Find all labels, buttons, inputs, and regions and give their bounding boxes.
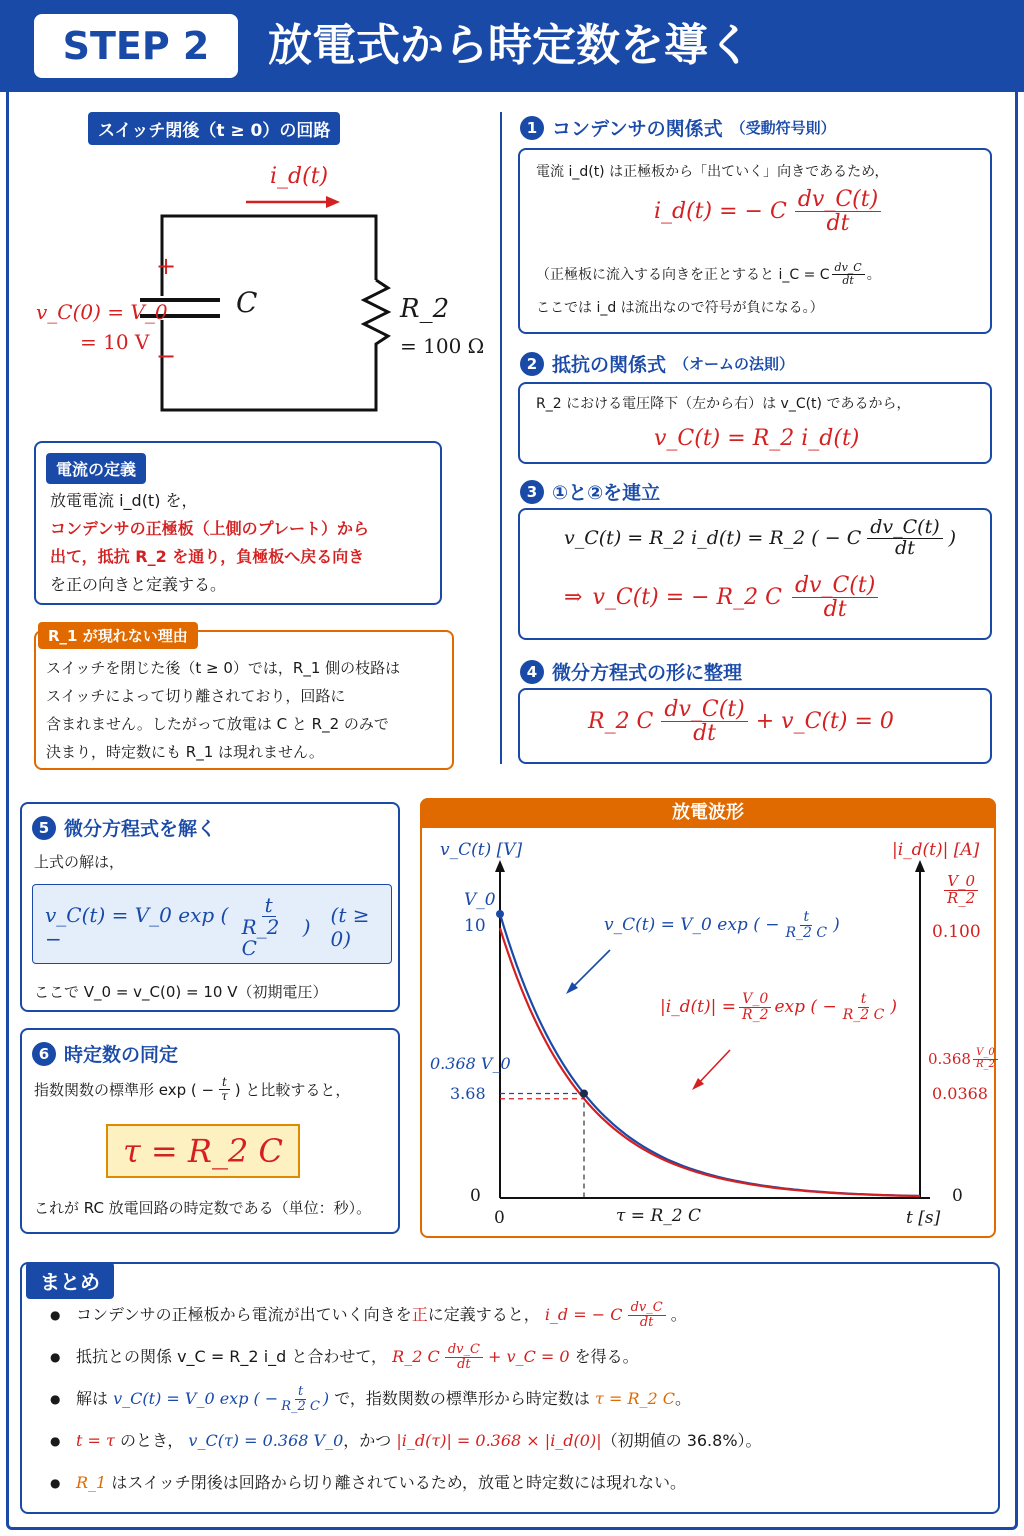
step-badge: STEP 2	[34, 14, 238, 78]
section-1-subtitle: （受動符号則）	[730, 119, 836, 137]
plus-sign: +	[156, 252, 177, 280]
y-right-0368-num: V_0	[973, 1048, 998, 1060]
summary-tag: まとめ	[26, 1262, 114, 1299]
s1-line-1: 電流 i_d(t) は正極板から「出ていく」向きであるため，	[536, 164, 889, 180]
s3-eq2-den: dt	[823, 597, 847, 623]
s1-eq-num: dv_C(t)	[795, 188, 881, 212]
resistor-label: R_2	[400, 294, 450, 324]
r1-reason-tag: R_1 が現れない理由	[38, 622, 198, 649]
s6-line-1	[34, 1076, 350, 1102]
s4-eq-num: dv_C(t)	[661, 698, 747, 722]
s5-equation	[45, 895, 391, 959]
s3-eq1-num: dv_C(t)	[867, 518, 942, 539]
y-right-label: |i_d(t)| [A]	[892, 840, 980, 860]
r1-line-4: 決まり，時定数にも R_1 は現れません。	[46, 743, 324, 761]
section-4-heading	[520, 658, 742, 685]
curve-v-num: t	[800, 910, 812, 926]
s5-condition: (t ≥ 0)	[330, 903, 370, 951]
s2-line-1: R_2 における電圧降下（左から右）は v_C(t) であるから，	[536, 396, 911, 412]
circuit-diagram	[30, 150, 500, 430]
circuit-title: スイッチ閉後（t ≥ 0）の回路	[88, 112, 340, 145]
initial-voltage: v_C(0) = V_0	[36, 300, 168, 324]
section-2-title: 抵抗の関係式	[552, 354, 667, 376]
summary-item-3: ● 解は v_C(t) = V_0 exp ( − $\frac{t}{R\_2 C}$ ) で，指数関数の標準形から時定数は τ = R_2 C。	[50, 1378, 762, 1420]
graph-title: 放電波形	[420, 798, 996, 828]
curve-v-den: R_2 C	[785, 924, 828, 941]
summary-item-4: ● t = τ のとき， v_C(τ) = 0.368 V_0，かつ |i_d(τ)| = 0.368 × |i_d(0)|（初期値の 36.8%）。	[50, 1420, 762, 1462]
y-0368v0-label: 0.368 V_0	[430, 1054, 511, 1073]
discharge-chart	[420, 828, 996, 1238]
y-right-v0r2	[944, 874, 978, 907]
r1-line-3: 含まれません。したがって放電は C と R_2 のみで	[46, 715, 389, 733]
section-6-title: 時定数の同定	[64, 1044, 179, 1066]
summary-box	[20, 1262, 1000, 1514]
s5-eq-den: R_2 C	[241, 915, 280, 960]
summary-item-2: ● 抵抗との関係 v_C = R_2 i_d と合わせて， R_2 C $\frac{dv\_C}{dt}$ + v_C = 0 を得る。	[50, 1336, 762, 1378]
s4-eq-den: dt	[693, 721, 717, 747]
curve-i-exp-num: t	[858, 992, 870, 1008]
s6-line-1-a: 指数関数の標準形 exp ( −	[34, 1080, 215, 1099]
x-axis-label: t [s]	[906, 1208, 941, 1228]
s1-line-2-den: dt	[842, 273, 854, 287]
s1-eq-den: dt	[826, 211, 850, 237]
series-line-vc	[500, 914, 920, 1196]
section-2-number: 2	[520, 352, 544, 376]
y-right-0368v0r2	[928, 1048, 998, 1070]
s3-eq2-lhs: v_C(t) = − R_2 C	[592, 585, 782, 611]
start-point	[496, 910, 504, 918]
s5-eq-num: t	[262, 895, 276, 917]
curve-i-den: R_2	[742, 1006, 769, 1023]
s1-line-2-num: dv_C	[832, 262, 865, 275]
s6-line-1-b: ) と比較すると，	[234, 1080, 351, 1099]
section-1-heading	[520, 114, 836, 141]
section-5-title: 微分方程式を解く	[64, 818, 217, 840]
section-4-number: 4	[520, 660, 544, 684]
curve-i-num: V_0	[739, 992, 771, 1008]
section-1-box	[518, 148, 992, 334]
resistor-value: = 100 Ω	[400, 334, 485, 358]
y-left-label: v_C(t) [V]	[440, 840, 523, 860]
s3-equation-2	[564, 574, 878, 621]
section-2-box	[518, 382, 992, 464]
annot-arrow-i	[696, 1050, 730, 1086]
r1-reason-box	[34, 630, 454, 770]
initial-voltage-value: = 10 V	[80, 330, 150, 354]
annot-arrow-v	[570, 950, 610, 990]
capacitor-label: C	[236, 286, 258, 319]
section-3-heading	[520, 478, 660, 505]
s5-line-1: 上式の解は，	[34, 853, 125, 871]
s4-equation	[588, 698, 894, 745]
y-right-0100: 0.100	[932, 922, 981, 942]
s2-equation: v_C(t) = R_2 i_d(t)	[654, 426, 860, 451]
curve-i-annotation	[660, 992, 897, 1022]
r1-line-1: スイッチを閉じた後（t ≥ 0）では，R_1 側の枝路は	[46, 659, 401, 677]
page-title: 放電式から時定数を導く	[268, 20, 752, 71]
def-line-2: コンデンサの正極板（上側のプレート）から	[50, 519, 370, 538]
curve-i-exp-den: R_2 C	[842, 1006, 885, 1023]
current-label: i_d(t)	[270, 164, 329, 189]
y-right-00368: 0.0368	[932, 1084, 988, 1103]
s1-line-3: ここでは i_d は流出なので符号が負になる。）	[536, 300, 824, 316]
tau-result: τ = R_2 C	[106, 1124, 300, 1178]
s3-implies-arrow: ⇒	[564, 585, 583, 611]
y-zero-right: 0	[952, 1186, 963, 1206]
tau-point	[580, 1089, 588, 1097]
section-3-number: 3	[520, 480, 544, 504]
y-368-label: 3.68	[450, 1084, 486, 1103]
section-2-subtitle: （オームの法則）	[674, 355, 795, 373]
x-zero-label: 0	[494, 1208, 505, 1228]
def-line-1: 放電電流 i_d(t) を，	[50, 491, 198, 510]
curve-i-paren: )	[890, 997, 897, 1018]
current-arrow-head	[326, 196, 340, 208]
s1-line-2-text: （正極板に流入する向きを正とすると i_C = C	[536, 267, 830, 284]
s6-frac-den: τ	[221, 1088, 228, 1103]
s1-line-2	[536, 262, 881, 286]
section-4-box	[518, 688, 992, 764]
current-definition-box	[34, 441, 442, 605]
s3-eq2-num: dv_C(t)	[792, 574, 878, 598]
s3-eq1-den: dt	[895, 536, 915, 559]
s3-eq1-lhs: v_C(t) = R_2 i_d(t) = R_2 ( − C	[564, 527, 862, 550]
def-line-4: を正の向きと定義する。	[50, 575, 227, 594]
y-axis-right-arrow	[915, 860, 925, 872]
s1-equation	[654, 188, 881, 235]
minus-sign: −	[156, 342, 177, 370]
y-zero-left: 0	[470, 1186, 481, 1206]
wire-top	[162, 216, 376, 296]
s6-line-2: これが RC 放電回路の時定数である（単位：秒）。	[34, 1199, 372, 1217]
y-axis-left-arrow	[495, 860, 505, 872]
s5-line-2: ここで V_0 = v_C(0) = 10 V（初期電圧）	[34, 983, 328, 1001]
curve-v-annotation	[604, 910, 840, 940]
curve-i-exp: exp ( −	[774, 997, 837, 1018]
y-v0-label: V_0	[464, 890, 496, 910]
section-5-box	[20, 802, 400, 1012]
section-6-box	[20, 1028, 400, 1234]
column-divider	[500, 112, 502, 764]
s5-eq-paren: )	[302, 915, 311, 939]
y-right-0368-den: R_2	[975, 1058, 995, 1070]
s3-equation-1	[564, 518, 956, 559]
summary-item-5: ● R_1 はスイッチ閉後は回路から切り離されているため，放電と時定数には現れない。	[50, 1462, 762, 1504]
s5-solution-box	[32, 884, 392, 964]
x-tau-label: τ = R_2 C	[616, 1206, 701, 1226]
s3-eq1-paren: )	[948, 527, 957, 550]
s5-eq-lhs: v_C(t) = V_0 exp ( −	[45, 903, 229, 951]
y-right-0368-coef: 0.368	[928, 1050, 971, 1068]
def-line-3: 出て，抵抗 R_2 を通り，負極板へ戻る向き	[50, 547, 365, 566]
y-10-label: 10	[464, 916, 486, 936]
section-5-heading	[32, 814, 216, 841]
section-1-number: 1	[520, 116, 544, 140]
s1-line-2-end: 。	[866, 267, 881, 284]
section-3-box	[518, 508, 992, 640]
curve-v-paren: )	[833, 915, 840, 936]
section-2-heading	[520, 350, 794, 377]
s4-eq-rhs: + v_C(t) = 0	[755, 709, 894, 735]
section-6-number: 6	[32, 1042, 56, 1066]
section-1-title: コンデンサの関係式	[552, 118, 723, 140]
r1-line-2: スイッチによって切り離されており，回路に	[46, 687, 346, 705]
curve-i-text: |i_d(t)| =	[660, 997, 737, 1018]
y-right-v0r2-den: R_2	[947, 888, 976, 907]
summary-item-1: ● コンデンサの正極板から電流が出ていく向きを正に定義すると， i_d = − C $\frac{dv\_C}{dt}$ 。	[50, 1294, 762, 1336]
y-right-v0r2-num: V_0	[944, 874, 978, 891]
curve-v-text: v_C(t) = V_0 exp ( −	[604, 915, 780, 936]
section-4-title: 微分方程式の形に整理	[552, 662, 743, 684]
header-bar	[0, 0, 1024, 92]
definition-tag: 電流の定義	[46, 453, 146, 484]
s1-eq-lhs: i_d(t) = − C	[654, 199, 787, 225]
section-5-number: 5	[32, 816, 56, 840]
s4-eq-lhs: R_2 C	[588, 709, 654, 735]
section-3-title: ①と②を連立	[552, 482, 661, 504]
summary-list	[50, 1294, 762, 1504]
s6-frac-num: t	[219, 1076, 230, 1090]
section-6-heading	[32, 1040, 178, 1067]
